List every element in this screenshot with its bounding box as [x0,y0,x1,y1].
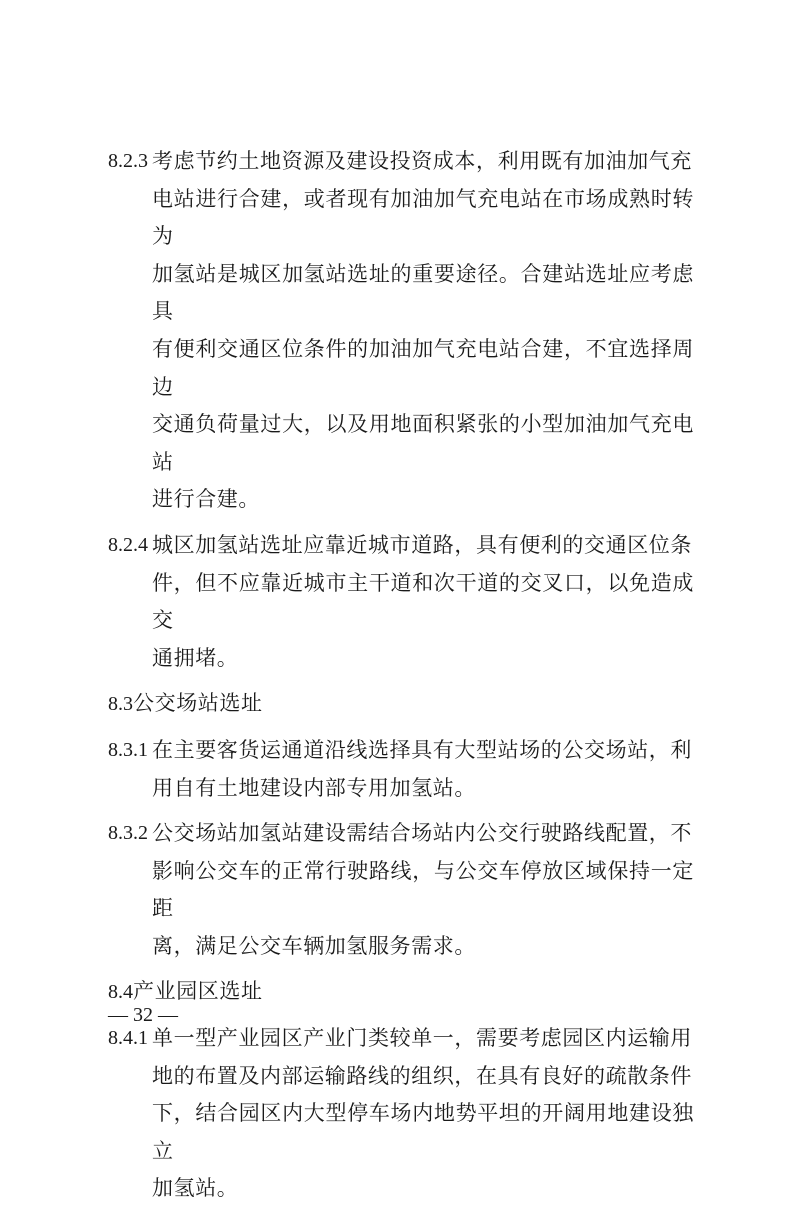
spacer [108,677,694,685]
section-title: 公交场站选址 [133,691,263,716]
clause-line: 电站进行合建，或者现有加油加气充电站在市场成熟时转为 [152,186,694,249]
clause-number: 8.3.2 [108,822,148,845]
spacer [108,965,694,973]
section-title: 产业园区选址 [133,979,263,1004]
section-number: 8.4 [108,981,133,1004]
page-number: — 32 — [108,1004,178,1026]
clause-line: 用自有土地建设内部专用加氢站。 [152,775,476,800]
spacer [108,519,694,527]
clause-line: 下，结合园区内大型停车场内地势平坦的开阔用地建设独立 [152,1101,694,1163]
spacer [108,1012,694,1020]
clause-8-2-4 [108,527,694,677]
clause-number: 8.2.3 [108,150,148,172]
clause-line: 加氢站。 [152,1176,239,1201]
clause-8-3-2 [108,815,694,965]
clause-8-3-1 [108,732,694,807]
clause-line: 离，满足公交车辆加氢服务需求。 [152,933,476,958]
clause-line: 公交场站加氢站建设需结合场站内公交行驶路线配置，不 [152,821,692,846]
clause-body [152,732,694,807]
section-heading-8-4 [108,973,694,1012]
clause-line: 城区加氢站选址应靠近城市道路，具有便利的交通区位条 [152,532,692,557]
clause-body [152,815,694,965]
clause-body [152,1020,694,1208]
section-number: 8.3 [108,693,133,716]
spacer [108,807,694,815]
clause-line: 单一型产业园区产业门类较单一，需要考虑园区内运输用 [152,1026,692,1051]
clause-number: 8.2.4 [108,533,148,556]
clause-line: 考虑节约土地资源及建设投资成本，利用既有加油加气充 [152,149,692,173]
clause-8-2-3 [108,143,694,519]
clause-line: 影响公交车的正常行驶路线，与公交车停放区域保持一定距 [152,858,694,921]
clause-body [152,143,694,519]
clause-8-4-1 [108,1020,694,1208]
clause-line: 有便利交通区位条件的加油加气充电站合建，不宜选择周边 [152,336,694,399]
clause-line: 通拥堵。 [152,645,239,670]
clause-line: 进行合建。 [152,487,260,512]
clause-line: 交通负荷量过大，以及用地面积紧张的小型加油加气充电站 [152,412,694,474]
clause-line: 件，但不应靠近城市主干道和次干道的交叉口，以免造成交 [152,570,694,633]
clause-line: 加氢站是城区加氢站选址的重要途径。合建站选址应考虑具 [152,261,694,324]
clause-number: 8.4.1 [108,1027,148,1050]
clause-body [152,527,694,677]
section-heading-8-3 [108,685,694,724]
clause-line: 地的布置及内部运输路线的组织，在具有良好的疏散条件 [152,1063,692,1088]
page-content [108,143,694,1208]
clause-number: 8.3.1 [108,738,148,761]
clause-line: 在主要客货运通道沿线选择具有大型站场的公交场站，利 [152,737,692,762]
spacer [108,724,694,732]
